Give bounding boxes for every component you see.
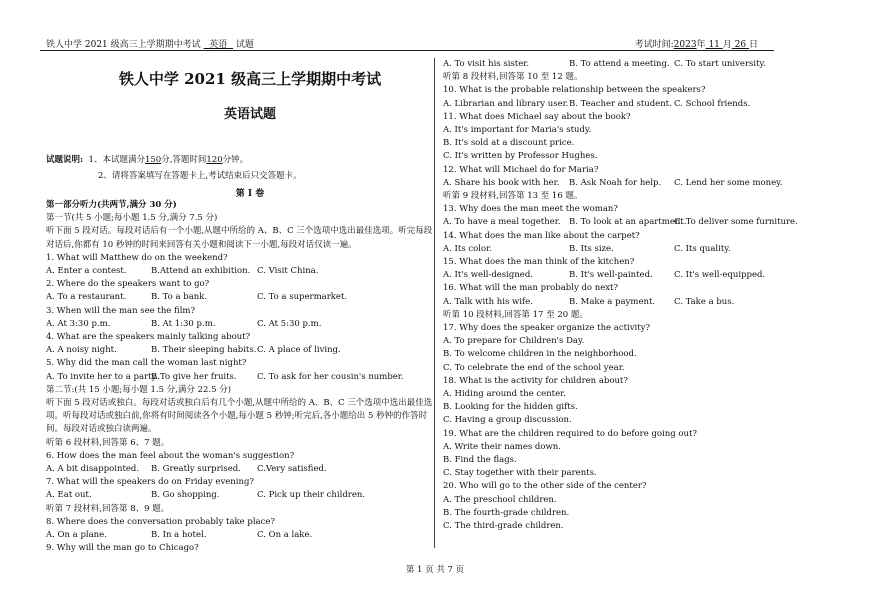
listening-instruction: 听第 7 段材料,回答第 8、9 题。 xyxy=(46,503,170,514)
option-c: C. On a lake. xyxy=(257,529,313,540)
header-exam-name: 铁人中学 2021 级高三上学期期中考试 英语 试题 xyxy=(46,40,254,50)
question-stem: 15. What does the man think of the kitchen? xyxy=(443,256,635,267)
question-stem: 10. What is the probable relationship between the speakers? xyxy=(443,85,706,96)
option-c: C. Take a bus. xyxy=(674,296,735,307)
option-c: C. School friends. xyxy=(674,98,751,109)
option-a: A. To have a meal together. xyxy=(443,217,561,228)
option-a: A. A bit disappointed. xyxy=(46,463,140,474)
answer-option-line: B. To welcome children in the neighborhood. xyxy=(443,349,637,360)
answer-option-line: B. It's sold at a discount price. xyxy=(443,138,575,149)
question-stem: 5. Why did the man call the woman last night? xyxy=(46,358,247,369)
option-c: C. Lend her some money. xyxy=(674,177,783,188)
answer-options xyxy=(443,177,824,190)
option-b: B. To look at an apartment. xyxy=(569,217,687,228)
question-stem: 11. What does Michael say about the book? xyxy=(443,111,631,122)
answer-option-line: B. Looking for the hidden gifts. xyxy=(443,402,578,413)
question-stem: 1. What will Matthew do on the weekend? xyxy=(46,252,228,263)
section2-title: 第二节:(共 15 小题;每小题 1.5 分,满分 22.5 分) xyxy=(46,384,232,395)
question-stem: 14. What does the man like about the carpet? xyxy=(443,230,640,241)
option-c: C. Its quality. xyxy=(674,243,731,254)
option-c: C. A place of living. xyxy=(257,345,341,356)
answer-options xyxy=(443,269,824,282)
answer-options xyxy=(46,463,434,476)
instructions-line1: 试题说明: 1、本试题满分150分,答题时间120分钟。 xyxy=(46,155,249,165)
option-a: A. Share his book with her. xyxy=(443,177,560,188)
answer-options xyxy=(46,529,434,542)
header-exam-time: 考试时间:2023年 11 月 26 日 xyxy=(634,40,758,50)
option-b: B. It's well-painted. xyxy=(569,270,653,281)
option-b: B. Ask Noah for help. xyxy=(569,177,662,188)
answer-option-line: B. The fourth-grade children. xyxy=(443,507,570,518)
question-stem: 8. Where does the conversation probably take place? xyxy=(46,516,275,527)
option-c: C. To deliver some furniture. xyxy=(674,217,798,228)
left-column xyxy=(46,58,434,555)
question-list-2 xyxy=(46,437,434,556)
option-a: A. To a restaurant. xyxy=(46,292,127,303)
question-stem: 2. Where do the speakers want to go? xyxy=(46,279,210,290)
question-stem: 16. What will the man probably do next? xyxy=(443,283,619,294)
option-c: C. Visit China. xyxy=(257,266,319,277)
option-a: A. Talk with his wife. xyxy=(443,296,533,307)
option-b: B. Their sleeping habits. xyxy=(151,345,257,356)
answer-option-line: C. Having a group discussion. xyxy=(443,415,572,426)
question-list-3 xyxy=(443,58,824,533)
option-b: B.To give her fruits. xyxy=(151,371,237,382)
question-stem: 4. What are the speakers mainly talking about? xyxy=(46,331,251,342)
answer-option-line: A. To prepare for Children's Day. xyxy=(443,336,585,347)
answer-options xyxy=(46,371,434,384)
option-b: B. Its size. xyxy=(569,243,614,254)
option-c: C. To start university. xyxy=(674,59,766,69)
question-stem: 3. When will the man see the film? xyxy=(46,305,196,316)
right-column xyxy=(443,58,824,533)
listening-instruction: 听第 8 段材料,回答第 10 至 12 题。 xyxy=(443,72,583,83)
question-stem: 18. What is the activity for children about? xyxy=(443,375,628,386)
question-stem: 19. What are the children required to do before going out? xyxy=(443,428,697,439)
question-list-1 xyxy=(46,252,434,384)
option-b: B. Go shopping. xyxy=(151,490,220,501)
listening-instruction: 听第 6 段材料,回答第 6、7 题。 xyxy=(46,437,170,448)
page-footer: 第 1 页 共 7 页 xyxy=(405,565,465,575)
answer-options xyxy=(443,58,824,71)
option-b: B. Make a payment. xyxy=(569,296,656,307)
option-b: B. Greatly surprised. xyxy=(151,463,241,474)
answer-option-line: C. The third-grade children. xyxy=(443,521,564,531)
option-a: A. It's well-designed. xyxy=(443,270,533,281)
option-b: B. Teacher and student. xyxy=(569,98,672,109)
answer-option-line: C. Stay together with their parents. xyxy=(443,468,597,479)
option-b: B.Attend an exhibition. xyxy=(151,266,251,277)
answer-options xyxy=(443,296,824,309)
option-a: A. Enter a contest. xyxy=(46,266,127,277)
section1-directions: 听下面 5 段对话。每段对话后有一个小题,从题中所给的 A、B、C 三个选项中选出最佳选项。听完每段对话后,你都有 10 秒钟的时间来回答有关小题和阅读下一小题,每段对话仅读一遍。 xyxy=(46,226,433,250)
answer-options xyxy=(46,265,434,278)
exam-subtitle: 英语试题 xyxy=(223,107,276,122)
answer-option-line: B. Find the flags. xyxy=(443,454,517,465)
answer-options xyxy=(46,318,434,331)
option-c: C. Pick up their children. xyxy=(257,490,366,501)
answer-options xyxy=(46,291,434,304)
option-a: A. On a plane. xyxy=(46,529,107,540)
question-stem: 13. Why does the man meet the woman? xyxy=(443,204,618,215)
part1-title: 第一部分听力(共两节,满分 30 分) xyxy=(46,200,177,210)
question-stem: 7. What will the speakers do on Friday evening? xyxy=(46,477,254,488)
answer-options xyxy=(443,216,824,229)
option-a: A. To invite her to a party. xyxy=(46,371,158,382)
answer-options xyxy=(46,489,434,502)
option-c: C. To a supermarket. xyxy=(257,292,348,303)
option-b: B. To a bank. xyxy=(151,292,208,303)
column-divider xyxy=(434,58,435,548)
option-a: A. To visit his sister. xyxy=(443,59,530,69)
volume-label: 第 I 卷 xyxy=(235,189,265,199)
option-c: C. It's well-equipped. xyxy=(674,270,766,281)
question-stem: 12. What will Michael do for Maria? xyxy=(443,164,599,175)
question-stem: 6. How does the man feel about the woman's suggestion? xyxy=(46,450,295,461)
option-a: A. Its color. xyxy=(443,243,492,254)
answer-options xyxy=(443,243,824,256)
answer-options xyxy=(443,98,824,111)
option-a: A. At 3:30 p.m. xyxy=(46,318,111,329)
answer-option-line: C. It's written by Professor Hughes. xyxy=(443,151,598,162)
answer-option-line: A. It's important for Maria's study. xyxy=(443,124,592,135)
question-stem: 9. Why will the man go to Chicago? xyxy=(46,543,199,554)
section1-title: 第一节(共 5 小题;每小题 1.5 分,满分 7.5 分) xyxy=(46,213,218,224)
answer-option-line: A. The preschool children. xyxy=(443,494,557,505)
option-c: C. At 5:30 p.m. xyxy=(257,318,322,329)
listening-instruction: 听第 10 段材料,回答第 17 至 20 题。 xyxy=(443,309,588,320)
option-b: B. At 1:30 p.m. xyxy=(151,318,216,329)
question-stem: 17. Why does the speaker organize the activity? xyxy=(443,322,651,333)
exam-title: 铁人中学 2021 级高三上学期期中考试 xyxy=(118,70,382,88)
section2-directions: 听下面 5 段对话或独白。每段对话或独白后有几个小题,从题中所给的 A、B、C 三个选项中选出最佳选项。听每段对话或独白前,你将有时间阅读各个小题,每小题 5 秒钟;听完后,各小题给出 5 秒钟的作答时间。每段对话或独白读两遍。 xyxy=(46,397,433,435)
header-rule xyxy=(40,50,774,51)
listening-instruction: 听第 9 段材料,回答第 13 至 16 题。 xyxy=(443,190,583,201)
option-c: C.Very satisfied. xyxy=(257,463,327,474)
option-b: B. To attend a meeting. xyxy=(569,59,670,69)
instructions-line2: 2、请将答案填写在答题卡上,考试结束后只交答题卡。 xyxy=(98,171,302,181)
option-a: A. A noisy night. xyxy=(46,345,117,356)
option-b: B. In a hotel. xyxy=(151,529,207,540)
answer-option-line: C. To celebrate the end of the school year. xyxy=(443,362,625,373)
answer-option-line: A. Hiding around the center. xyxy=(443,388,566,399)
header-subject: 英语 xyxy=(209,40,228,50)
answer-option-line: A. Write their names down. xyxy=(443,441,561,452)
option-c: C. To ask for her cousin's number. xyxy=(257,371,404,382)
option-a: A. Librarian and library user. xyxy=(443,98,569,109)
question-stem: 20. Who will go to the other side of the center? xyxy=(443,481,647,492)
option-a: A. Eat out. xyxy=(46,490,92,501)
answer-options xyxy=(46,344,434,357)
page-header xyxy=(0,0,870,50)
